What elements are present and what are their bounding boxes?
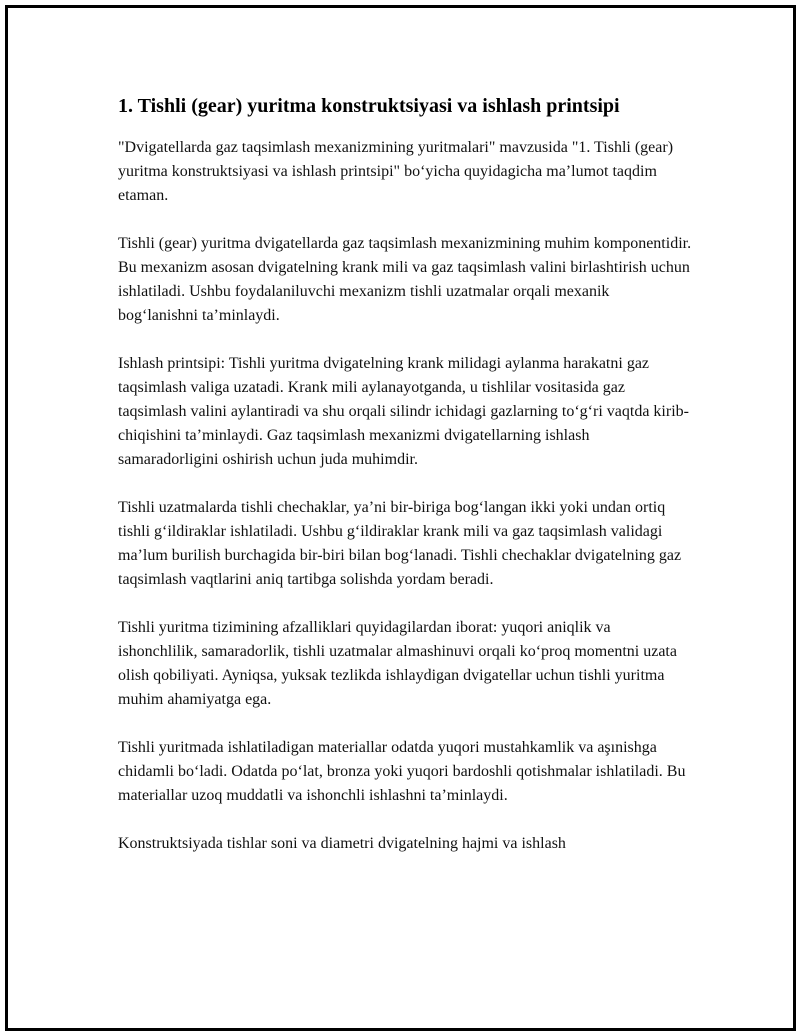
paragraph-gear-wheels: Tishli uzatmalarda tishli chechaklar, ya’ni bir-biriga bog‘langan ikki yoki undan ortiq tishli g‘ildiraklar ishlatiladi. Ushbu g‘ildiraklar krank mili va gaz taqsimlash validagi ma’lum burilish burchagida bir-biri bilan bog‘lanadi. Tishli chechaklar dvigatelning gaz taqsimlash vaqtlarini aniq tartibga solishda yordam beradi.: [118, 499, 682, 588]
paragraph-advantages: Tishli yuritma tizimining afzalliklari quyidagilardan iborat: yuqori aniqlik va ishonchlilik, samaradorlik, tishli uzatmalar almashinuvi orqali ko‘proq momentni uzata olish qobiliyati. Ayniqsa, yuksak tezlikda ishlaydigan dvigatellar uchun tishli yuritma muhim ahamiyatga ega.: [118, 619, 677, 708]
paragraph-construction: Konstruktsiyada tishlar soni va diametri dvigatelning hajmi va ishlash: [118, 835, 566, 852]
paragraph-working-principle: Ishlash printsipi: Tishli yuritma dvigatelning krank milidagi aylanma harakatni gaz taqsimlash valiga uzatadi. Krank mili aylanayotganda, u tishlilar vositasida gaz taqsimlash valini aylantiradi va shu orqali silindr ichidagi gazlarning to‘g‘ri vaqtda kirib-chiqishini ta’minlaydi. Gaz taqsimlash mexanizmi dvigatellarning ishlash samaradorligini oshirish uchun juda muhimdir.: [118, 355, 689, 468]
document-title: 1. Tishli (gear) yuritma konstruktsiyasi va ishlash printsipi: [118, 95, 620, 117]
paragraph-overview: Tishli (gear) yuritma dvigatellarda gaz taqsimlash mexanizmining muhim komponentidir. Bu mexanizm asosan dvigatelning krank mili va gaz taqsimlash valini birlashtirish uchun ishlatiladi. Ushbu foydalaniluvchi mexanizm tishli uzatmalar orqali mexanik bog‘lanishni ta’minlaydi.: [118, 235, 692, 324]
paragraph-intro: "Dvigatellarda gaz taqsimlash mexanizmining yuritmalari" mavzusida "1. Tishli (gear) yuritma konstruktsiyasi va ishlash printsipi" bo‘yicha quyidagicha ma’lumot taqdim etaman.: [118, 139, 674, 204]
paragraph-materials: Tishli yuritmada ishlatiladigan materiallar odatda yuqori mustahkamlik va aşınishga chidamli bo‘ladi. Odatda po‘lat, bronza yoki yuqori bardoshli qotishmalar ishlatiladi. Bu materiallar uzoq muddatli va ishonchli ishlashni ta’minlaydi.: [118, 739, 686, 804]
document-body: [118, 92, 693, 880]
